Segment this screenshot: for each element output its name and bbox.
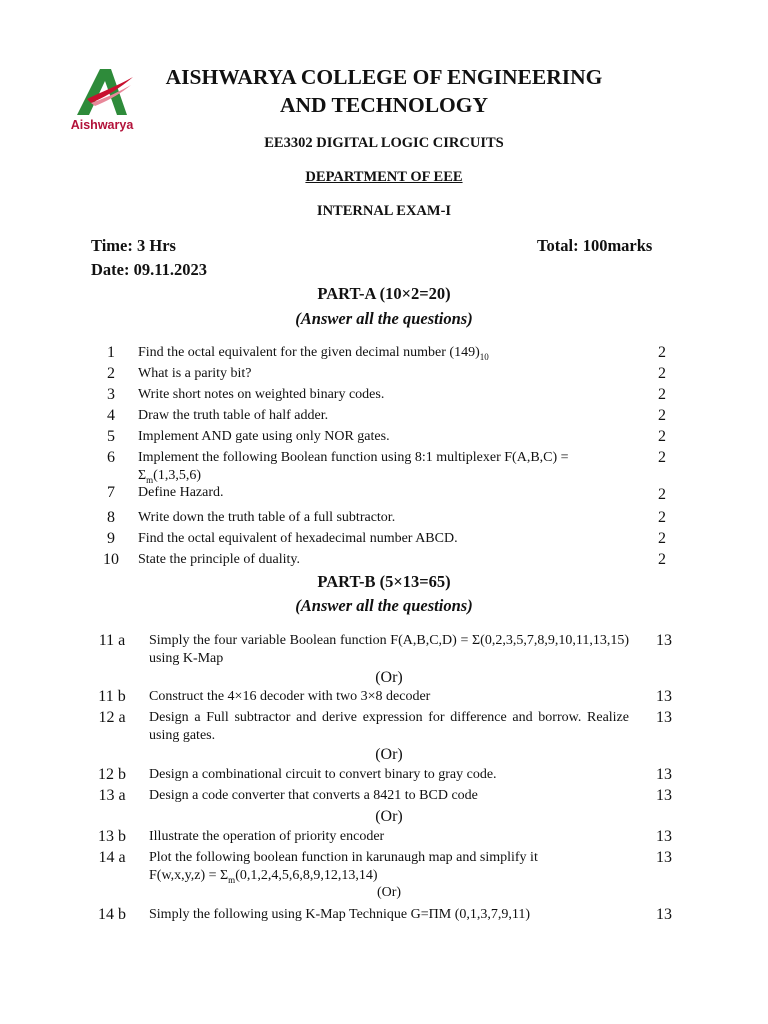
question-number: 1 (107, 344, 115, 361)
question-text: Simply the following using K-Map Technique G=ΠM (0,1,3,7,9,11) (149, 907, 530, 922)
exam-time: Time: 3 Hrs (91, 236, 176, 255)
question-text: Implement AND gate using only NOR gates. (138, 429, 390, 444)
question-text: State the principle of duality. (138, 552, 300, 567)
question-text: Simply the four variable Boolean function F(A,B,C,D) = Σ(0,2,3,5,7,8,9,10,11,13,15) using K-Map (149, 633, 629, 666)
question-number: 11 b (98, 688, 126, 705)
question-text: Draw the truth table of half adder. (138, 408, 329, 423)
question-text: Define Hazard. (138, 485, 224, 500)
question-marks: 2 (658, 551, 666, 568)
question-marks: 2 (658, 449, 666, 466)
question-marks: 13 (656, 766, 672, 783)
question-marks: 13 (656, 688, 672, 705)
question-text: Illustrate the operation of priority encoder (149, 829, 385, 844)
exam-total-marks: Total: 100marks (537, 236, 653, 255)
or-separator: (Or) (376, 885, 402, 900)
question-number: 5 (107, 428, 115, 445)
question-marks: 2 (658, 509, 666, 526)
question-number: 4 (107, 407, 115, 424)
question-number: 2 (107, 365, 115, 382)
question-text: Write down the truth table of a full subtractor. (138, 510, 396, 525)
question-marks: 2 (658, 365, 666, 382)
question-marks: 2 (658, 486, 666, 503)
question-number: 9 (107, 530, 115, 547)
question-text: What is a parity bit? (138, 366, 252, 381)
course-title: EE3302 DIGITAL LOGIC CIRCUITS (264, 135, 504, 151)
question-marks: 13 (656, 828, 672, 845)
part-b-title: PART-B (5×13=65) (317, 572, 451, 591)
question-marks: 13 (656, 632, 672, 649)
exam-date: Date: 09.11.2023 (91, 260, 207, 279)
or-separator: (Or) (375, 808, 403, 825)
or-separator: (Or) (375, 669, 403, 686)
question-marks: 13 (656, 787, 672, 804)
question-number: 6 (107, 449, 115, 466)
question-marks: 2 (658, 530, 666, 547)
question-text: Construct the 4×16 decoder with two 3×8 decoder (149, 689, 431, 704)
logo-text: Aishwarya (70, 118, 134, 132)
question-text: Design a Full subtractor and derive expression for difference and borrow. Realize using gates. (149, 710, 629, 743)
exam-title: INTERNAL EXAM-I (316, 203, 452, 219)
question-text: Design a code converter that converts a 8421 to BCD code (149, 788, 478, 803)
question-number: 12 a (98, 709, 126, 726)
question-number: 13 b (98, 828, 126, 845)
question-number: 13 a (98, 787, 126, 804)
college-name (140, 63, 628, 119)
part-b-subtitle: (Answer all the questions) (295, 596, 473, 615)
question-marks: 2 (658, 407, 666, 424)
question-marks: 13 (656, 709, 672, 726)
college-name-line2: AND TECHNOLOGY (279, 93, 489, 117)
or-separator: (Or) (375, 746, 403, 763)
department-title: DEPARTMENT OF EEE (305, 169, 463, 185)
college-logo (67, 63, 137, 135)
question-text: Find the octal equivalent for the given decimal number $(149)_{10}$ (138, 345, 489, 362)
part-a-title: PART-A (10×2=20) (317, 284, 451, 303)
question-number: 8 (107, 509, 115, 526)
question-number: 10 (103, 551, 119, 568)
part-a-subtitle: (Answer all the questions) (295, 309, 473, 328)
question-marks: 13 (656, 906, 672, 923)
college-name-line1: AISHWARYA COLLEGE OF ENGINEERING (165, 65, 603, 89)
question-text: Find the octal equivalent of hexadecimal number ABCD. (138, 531, 458, 546)
question-number: 11 a (98, 632, 126, 649)
question-text: Implement the following Boolean function using 8:1 multiplexer F(A,B,C) = $\Sigma_m(1,3,5,6)$ (138, 450, 569, 485)
question-number: 7 (107, 484, 115, 501)
question-marks: 2 (658, 428, 666, 445)
question-number: 12 b (98, 766, 126, 783)
question-marks: 2 (658, 386, 666, 403)
question-text: Write short notes on weighted binary codes. (138, 387, 385, 402)
question-text: Design a combinational circuit to convert binary to gray code. (149, 767, 497, 782)
question-number: 3 (107, 386, 115, 403)
question-text: Plot the following boolean function in karunaugh map and simplify it $F(w,x,y,z) = \Sigma_m(0,1,2,4,5,6,8,9,12,13,14)$ (149, 850, 538, 885)
question-marks: 13 (656, 849, 672, 866)
logo-emblem-icon (67, 63, 137, 119)
question-number: 14 a (98, 849, 126, 866)
question-number: 14 b (98, 906, 126, 923)
question-marks: 2 (658, 344, 666, 361)
